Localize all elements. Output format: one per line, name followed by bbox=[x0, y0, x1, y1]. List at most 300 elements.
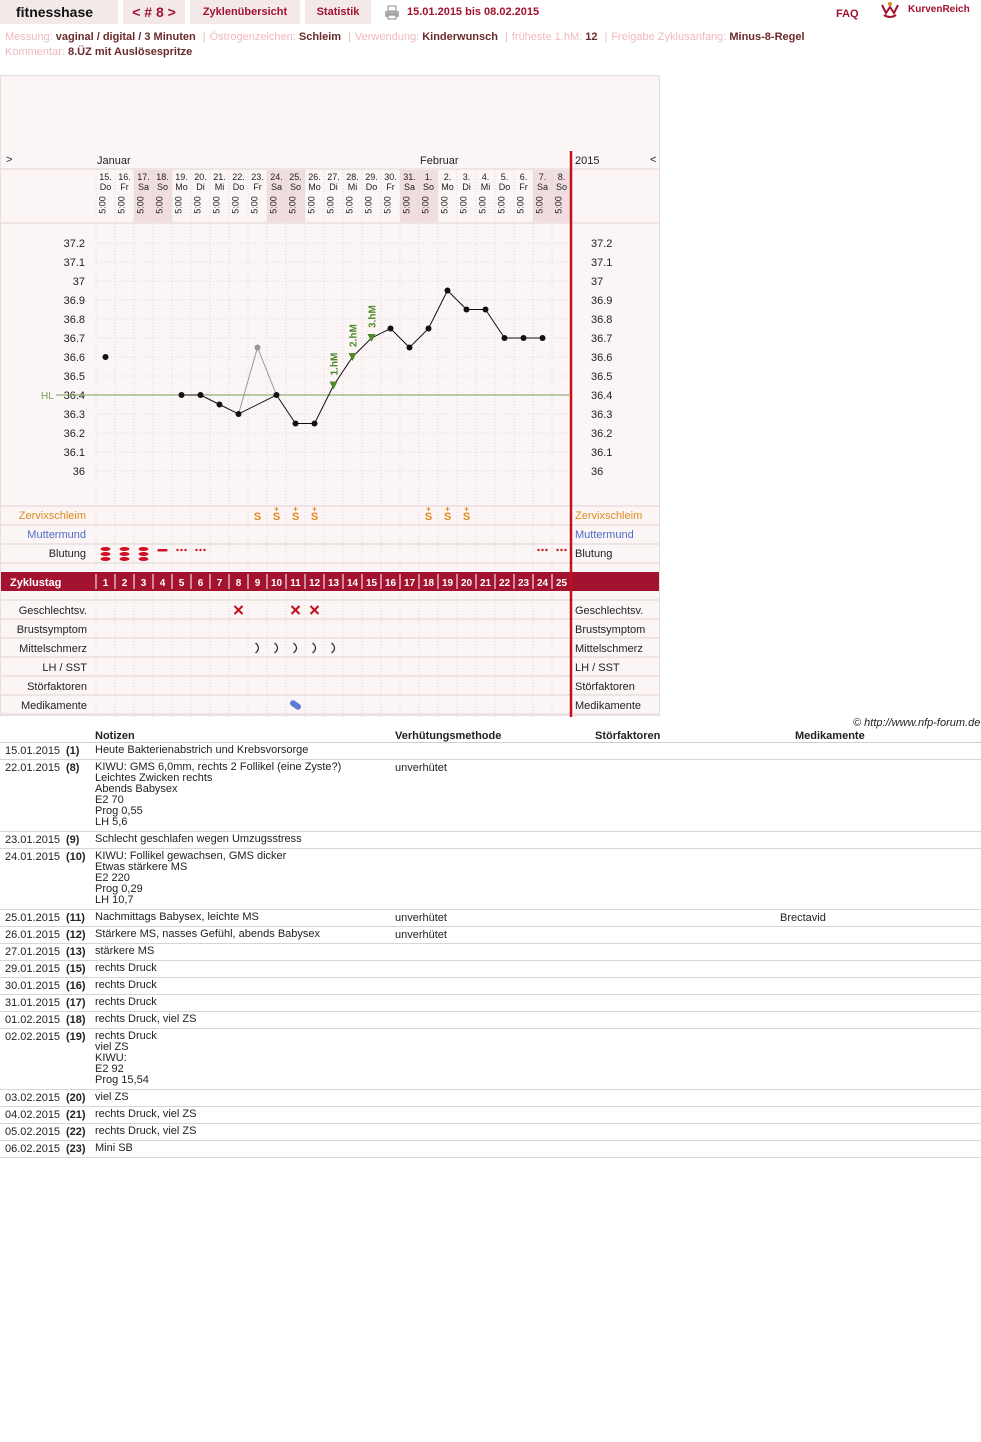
table-row bbox=[0, 910, 981, 927]
mittelschmerz-mark bbox=[332, 643, 335, 653]
cycle-day-number: 4 bbox=[159, 578, 166, 589]
cervix-mucus-mark: S bbox=[424, 511, 433, 523]
bleeding-heavy bbox=[139, 552, 149, 556]
time-label: 5:00 bbox=[496, 196, 507, 214]
bleeding-heavy bbox=[101, 552, 111, 556]
intercourse-mark bbox=[311, 606, 319, 614]
cervix-mucus-mark: S bbox=[272, 511, 281, 523]
note-text: viel ZS bbox=[95, 1091, 129, 1103]
note-cycle-day: (19) bbox=[66, 1031, 86, 1043]
cycle-day-number: 11 bbox=[290, 578, 301, 589]
temperature-point bbox=[255, 345, 261, 351]
y-tick-label-right: 36.9 bbox=[591, 295, 613, 307]
cycle-metadata bbox=[5, 30, 975, 59]
table-row bbox=[0, 927, 981, 944]
cycle-day-number: 1 bbox=[102, 578, 109, 589]
weekday-label: Di bbox=[329, 182, 338, 192]
mittelschmerz-mark bbox=[313, 643, 316, 653]
cycle-day-number: 14 bbox=[346, 578, 359, 589]
temperature-point bbox=[521, 335, 527, 341]
cycle-day-number: 24 bbox=[536, 578, 549, 589]
date-label: 20. bbox=[194, 172, 207, 182]
cycle-day-number: 21 bbox=[479, 578, 492, 589]
meta-label: Freigabe Zyklusanfang: bbox=[611, 31, 730, 43]
cycle-day-number: 7 bbox=[216, 578, 223, 589]
note-medication: Brectavid bbox=[780, 912, 826, 924]
cervix-mucus-mark: S bbox=[253, 511, 262, 523]
y-tick-label-right: 36.2 bbox=[591, 428, 613, 440]
y-tick-label: 36.3 bbox=[63, 409, 85, 421]
meta-value: vaginal / digital / 3 Minuten bbox=[55, 31, 196, 43]
meta-separator: | bbox=[504, 31, 508, 43]
weekday-label: Fr bbox=[120, 182, 129, 192]
bleeding-heavy bbox=[120, 557, 130, 561]
comment-value: 8.ÜZ mit Auslösespritze bbox=[67, 45, 193, 58]
logo-text[interactable]: KurvenReich bbox=[908, 4, 970, 15]
date-label: 2. bbox=[443, 172, 452, 182]
note-text: Mini SB bbox=[95, 1142, 133, 1154]
time-label: 5:00 bbox=[325, 196, 336, 214]
bleeding-spot bbox=[560, 549, 562, 551]
y-tick-label: 36.8 bbox=[63, 314, 85, 326]
y-tick-label-right: 36.7 bbox=[591, 333, 613, 345]
temperature-point bbox=[483, 307, 489, 313]
date-label: 31. bbox=[403, 172, 416, 182]
row-label: LH / SST bbox=[42, 662, 87, 674]
cycle-day-number: 10 bbox=[270, 578, 283, 589]
time-label: 5:00 bbox=[401, 196, 412, 214]
cycle-day-label: Zyklustag bbox=[10, 577, 62, 589]
cervix-mucus-mark: S bbox=[462, 511, 471, 523]
note-cycle-day: (16) bbox=[66, 980, 86, 992]
y-tick-label: 37 bbox=[72, 276, 85, 288]
y-tick-label: 36.6 bbox=[63, 352, 85, 364]
note-cycle-day: (8) bbox=[66, 762, 80, 774]
note-text: KIWU: Follikel gewachsen, GMS dicker Etwas stärkere MS E2 220 Prog 0,29 LH 10,7 bbox=[95, 850, 287, 906]
date-label: 23. bbox=[251, 172, 264, 182]
date-label: 22. bbox=[232, 172, 245, 182]
header-method: Verhütungsmethode bbox=[395, 730, 502, 742]
header-notes: Notizen bbox=[95, 730, 135, 742]
bleeding-spot bbox=[195, 549, 197, 551]
row-label-right: Geschlechtsv. bbox=[575, 605, 644, 617]
date-label: 4. bbox=[481, 172, 490, 182]
date-label: 27. bbox=[327, 172, 340, 182]
prev-cycle-arrow: > bbox=[6, 154, 13, 166]
date-label: 21. bbox=[213, 172, 226, 182]
cycle-day-number: 19 bbox=[441, 578, 454, 589]
temperature-point bbox=[502, 335, 508, 341]
header-factors: Störfaktoren bbox=[595, 730, 661, 742]
time-label: 5:00 bbox=[515, 196, 526, 214]
time-label: 5:00 bbox=[135, 196, 146, 214]
note-date: 05.02.2015 bbox=[5, 1126, 61, 1138]
y-tick-label-right: 36.1 bbox=[591, 447, 613, 459]
row-label: Brustsymptom bbox=[16, 624, 87, 636]
note-date: 23.01.2015 bbox=[5, 834, 61, 846]
year-label: 2015 bbox=[575, 155, 600, 167]
hl-label: HL bbox=[41, 391, 54, 402]
bleeding-spot bbox=[556, 549, 558, 551]
bleeding-heavy bbox=[101, 547, 111, 551]
date-label: 7. bbox=[538, 172, 547, 182]
time-label: 5:00 bbox=[287, 196, 298, 214]
meta-separator: | bbox=[202, 31, 206, 43]
table-row bbox=[0, 1107, 981, 1124]
faq-link[interactable]: FAQ bbox=[836, 8, 859, 20]
weekday-label: Sa bbox=[403, 182, 416, 192]
note-cycle-day: (9) bbox=[66, 834, 80, 846]
weekday-label: So bbox=[555, 182, 568, 192]
y-tick-label: 36.1 bbox=[63, 447, 85, 459]
note-cycle-day: (11) bbox=[66, 912, 85, 924]
note-date: 31.01.2015 bbox=[5, 997, 61, 1009]
temperature-point bbox=[464, 307, 470, 313]
time-label: 5:00 bbox=[116, 196, 127, 214]
weekday-label: Di bbox=[196, 182, 205, 192]
y-tick-label: 36 bbox=[72, 466, 85, 478]
y-tick-label: 36.5 bbox=[63, 371, 85, 383]
temperature-point bbox=[388, 326, 394, 332]
notes-table bbox=[0, 729, 981, 1158]
meta-separator: | bbox=[604, 31, 608, 43]
metadata-line bbox=[5, 30, 975, 45]
meta-label: Messung: bbox=[5, 31, 56, 43]
time-label: 5:00 bbox=[553, 196, 564, 214]
cervix-mucus-mark: S bbox=[310, 511, 319, 523]
note-cycle-day: (23) bbox=[66, 1143, 86, 1155]
weekday-label: Fr bbox=[386, 182, 395, 192]
row-label-right: LH / SST bbox=[575, 662, 620, 674]
row-label: Mittelschmerz bbox=[19, 643, 87, 655]
y-tick-label: 36.9 bbox=[63, 295, 85, 307]
bleeding-spot bbox=[541, 549, 543, 551]
notes-rows bbox=[0, 743, 981, 1158]
printer-icon[interactable] bbox=[384, 5, 400, 20]
temperature-chart bbox=[0, 75, 660, 716]
cervix-mucus-mark: S bbox=[443, 511, 452, 523]
table-row bbox=[0, 849, 981, 910]
note-text: rechts Druck, viel ZS bbox=[95, 1108, 197, 1120]
row-label-right: Blutung bbox=[575, 548, 613, 560]
comment-line bbox=[5, 45, 975, 60]
high-measurement-marker bbox=[349, 353, 357, 361]
weekday-label: So bbox=[289, 182, 302, 192]
weekday-label: Do bbox=[365, 182, 378, 192]
date-label: 26. bbox=[308, 172, 321, 182]
note-text: rechts Druck, viel ZS bbox=[95, 1125, 197, 1137]
mittelschmerz-mark bbox=[294, 643, 297, 653]
table-row bbox=[0, 978, 981, 995]
note-cycle-day: (18) bbox=[66, 1014, 86, 1026]
time-label: 5:00 bbox=[534, 196, 545, 214]
date-label: 16. bbox=[118, 172, 131, 182]
note-text: rechts Druck bbox=[95, 962, 157, 974]
bleeding-heavy bbox=[120, 547, 130, 551]
row-label: Muttermund bbox=[27, 529, 86, 541]
table-row bbox=[0, 995, 981, 1012]
time-label: 5:00 bbox=[230, 196, 241, 214]
y-tick-label-right: 36.8 bbox=[591, 314, 613, 326]
cycle-date-range: 15.01.2015 bis 08.02.2015 bbox=[407, 6, 540, 18]
bleeding-spot bbox=[176, 549, 178, 551]
note-cycle-day: (15) bbox=[66, 963, 86, 975]
time-label: 5:00 bbox=[420, 196, 431, 214]
date-label: 25. bbox=[289, 172, 302, 182]
time-label: 5:00 bbox=[439, 196, 450, 214]
y-tick-label: 36.4 bbox=[63, 390, 85, 402]
note-date: 25.01.2015 bbox=[5, 912, 61, 924]
weekday-label: Do bbox=[232, 182, 245, 192]
note-date: 24.01.2015 bbox=[5, 851, 61, 863]
note-method: unverhütet bbox=[395, 929, 447, 941]
row-label-right: Brustsymptom bbox=[575, 624, 646, 636]
note-date: 02.02.2015 bbox=[5, 1031, 61, 1043]
row-label-right: Muttermund bbox=[575, 529, 634, 541]
table-row bbox=[0, 1029, 981, 1090]
temperature-point bbox=[236, 411, 242, 417]
high-measurement-label: 3.hM bbox=[367, 305, 379, 328]
note-text: rechts Druck, viel ZS bbox=[95, 1013, 197, 1025]
tab-statistics[interactable]: Statistik bbox=[305, 0, 371, 24]
bleeding-heavy bbox=[120, 552, 130, 556]
cycle-day-number: 5 bbox=[178, 578, 185, 589]
cycle-day-number: 23 bbox=[517, 578, 530, 589]
date-label: 15. bbox=[99, 172, 112, 182]
weekday-label: Mi bbox=[480, 182, 491, 192]
cycle-day-number: 22 bbox=[498, 578, 511, 589]
time-label: 5:00 bbox=[154, 196, 165, 214]
weekday-label: Sa bbox=[137, 182, 150, 192]
note-date: 29.01.2015 bbox=[5, 963, 61, 975]
date-label: 18. bbox=[156, 172, 169, 182]
note-text: Schlecht geschlafen wegen Umzugsstress bbox=[95, 833, 302, 845]
temperature-point bbox=[293, 421, 299, 427]
meta-label: früheste 1.hM: bbox=[511, 31, 586, 43]
tab-cycle-overview[interactable]: Zyklenübersicht bbox=[190, 0, 300, 24]
date-label: 19. bbox=[175, 172, 188, 182]
row-label: Störfaktoren bbox=[27, 681, 87, 693]
row-label: Geschlechtsv. bbox=[18, 605, 87, 617]
date-label: 17. bbox=[137, 172, 150, 182]
note-date: 15.01.2015 bbox=[5, 745, 61, 757]
row-label-right: Störfaktoren bbox=[575, 681, 635, 693]
cycle-day-number: 9 bbox=[254, 578, 261, 589]
y-tick-label: 37.1 bbox=[63, 257, 85, 269]
note-date: 26.01.2015 bbox=[5, 929, 61, 941]
weekday-label: So bbox=[422, 182, 435, 192]
note-text: KIWU: GMS 6,0mm, rechts 2 Follikel (eine Zyste?) Leichtes Zwicken rechts Abends Babysex E2 70 Prog 0,55 LH 5,6 bbox=[95, 761, 342, 828]
header-meds: Medikamente bbox=[795, 730, 865, 742]
y-tick-label: 36.2 bbox=[63, 428, 85, 440]
note-cycle-day: (10) bbox=[66, 851, 86, 863]
bleeding-spot bbox=[537, 549, 539, 551]
notes-header-row bbox=[0, 729, 981, 743]
note-text: rechts Druck bbox=[95, 979, 157, 991]
y-tick-label-right: 36.4 bbox=[591, 390, 613, 402]
y-tick-label: 37.2 bbox=[63, 238, 85, 250]
bleeding-spot bbox=[184, 549, 186, 551]
row-label: Blutung bbox=[48, 548, 86, 560]
next-cycle-arrow: < bbox=[650, 154, 657, 166]
row-label-right: Mittelschmerz bbox=[575, 643, 643, 655]
weekday-label: Do bbox=[99, 182, 112, 192]
note-cycle-day: (21) bbox=[66, 1109, 86, 1121]
weekday-label: Mo bbox=[308, 182, 321, 192]
mittelschmerz-mark bbox=[256, 643, 259, 653]
note-method: unverhütet bbox=[395, 762, 447, 774]
note-method: unverhütet bbox=[395, 912, 447, 924]
table-row bbox=[0, 760, 981, 832]
meta-label: Verwendung: bbox=[354, 31, 423, 43]
temperature-point bbox=[540, 335, 546, 341]
time-label: 5:00 bbox=[173, 196, 184, 214]
kurvenreich-logo-icon[interactable] bbox=[880, 1, 900, 19]
bleeding-spot bbox=[545, 549, 547, 551]
cervix-mucus-mark: S bbox=[291, 511, 300, 523]
y-tick-label: 36.7 bbox=[63, 333, 85, 345]
temperature-point bbox=[312, 421, 318, 427]
date-label: 29. bbox=[365, 172, 378, 182]
weekday-label: Sa bbox=[270, 182, 283, 192]
intercourse-mark bbox=[235, 606, 243, 614]
top-navigation bbox=[0, 0, 981, 24]
y-tick-label-right: 36.3 bbox=[591, 409, 613, 421]
note-cycle-day: (20) bbox=[66, 1092, 86, 1104]
pill-icon bbox=[289, 699, 302, 711]
meta-separator: | bbox=[348, 31, 351, 43]
temperature-point bbox=[407, 345, 413, 351]
table-row bbox=[0, 944, 981, 961]
y-tick-label-right: 37.2 bbox=[591, 238, 613, 250]
weekday-label: Mo bbox=[441, 182, 454, 192]
note-date: 04.02.2015 bbox=[5, 1109, 61, 1121]
note-cycle-day: (22) bbox=[66, 1126, 86, 1138]
cycle-day-number: 25 bbox=[555, 578, 568, 589]
row-label: Zervixschleim bbox=[18, 510, 86, 522]
note-text: Nachmittags Babysex, leichte MS bbox=[95, 911, 259, 923]
date-label: 8. bbox=[557, 172, 566, 182]
meta-value: Schleim bbox=[298, 31, 342, 43]
weekday-label: Mi bbox=[347, 182, 358, 192]
bleeding-spot bbox=[203, 549, 205, 551]
table-row bbox=[0, 1141, 981, 1158]
comment-label: Kommentar: bbox=[5, 45, 65, 58]
time-label: 5:00 bbox=[344, 196, 355, 214]
note-date: 27.01.2015 bbox=[5, 946, 61, 958]
bleeding-heavy bbox=[139, 547, 149, 551]
temperature-point bbox=[217, 402, 223, 408]
intercourse-mark bbox=[292, 606, 300, 614]
bleeding-spot bbox=[564, 549, 566, 551]
bleeding-medium bbox=[158, 549, 168, 552]
y-tick-label-right: 36.6 bbox=[591, 352, 613, 364]
temperature-point bbox=[198, 392, 204, 398]
note-text: stärkere MS bbox=[95, 945, 155, 957]
cycle-day-number: 15 bbox=[365, 578, 378, 589]
bleeding-spot bbox=[180, 549, 182, 551]
note-cycle-day: (12) bbox=[66, 929, 86, 941]
time-label: 5:00 bbox=[192, 196, 203, 214]
month-label: Februar bbox=[420, 155, 459, 167]
time-label: 5:00 bbox=[382, 196, 393, 214]
date-label: 24. bbox=[270, 172, 283, 182]
cycle-navigator[interactable]: < # 8 > bbox=[123, 0, 185, 24]
chart-canvas bbox=[1, 76, 661, 717]
high-measurement-label: 2.hM bbox=[348, 324, 360, 347]
cycle-day-number: 20 bbox=[460, 578, 473, 589]
weekday-label: Do bbox=[498, 182, 511, 192]
weekday-label: Di bbox=[462, 182, 471, 192]
note-cycle-day: (13) bbox=[66, 946, 86, 958]
note-text: Heute Bakterienabstrich und Krebsvorsorge bbox=[95, 744, 309, 756]
cycle-day-number: 8 bbox=[235, 578, 242, 589]
cycle-day-number: 3 bbox=[140, 578, 147, 589]
y-tick-label-right: 37 bbox=[591, 276, 604, 288]
mittelschmerz-mark bbox=[275, 643, 278, 653]
row-label-right: Zervixschleim bbox=[575, 510, 643, 522]
temperature-point bbox=[103, 354, 109, 360]
cycle-day-number: 16 bbox=[384, 578, 397, 589]
weekday-label: Mi bbox=[214, 182, 225, 192]
note-date: 01.02.2015 bbox=[5, 1014, 61, 1026]
date-label: 1. bbox=[424, 172, 433, 182]
weekday-label: Mo bbox=[175, 182, 188, 192]
cycle-day-number: 2 bbox=[121, 578, 128, 589]
temperature-point bbox=[179, 392, 185, 398]
weekday-label: So bbox=[156, 182, 169, 192]
time-label: 5:00 bbox=[363, 196, 374, 214]
weekday-label: Fr bbox=[253, 182, 262, 192]
table-row bbox=[0, 1090, 981, 1107]
meta-value: Kinderwunsch bbox=[422, 31, 498, 43]
username: fitnesshase bbox=[0, 0, 118, 24]
y-tick-label-right: 36 bbox=[591, 466, 604, 478]
row-label: Medikamente bbox=[20, 700, 87, 712]
row-label-right: Medikamente bbox=[575, 700, 642, 712]
date-label: 5. bbox=[500, 172, 509, 182]
bleeding-spot bbox=[199, 549, 201, 551]
cycle-day-number: 17 bbox=[403, 578, 416, 589]
bleeding-heavy bbox=[139, 557, 149, 561]
date-label: 30. bbox=[384, 172, 397, 182]
y-tick-label-right: 36.5 bbox=[591, 371, 613, 383]
time-label: 5:00 bbox=[249, 196, 260, 214]
date-label: 6. bbox=[519, 172, 528, 182]
bleeding-heavy bbox=[101, 557, 111, 561]
meta-value: Minus-8-Regel bbox=[729, 31, 805, 43]
time-label: 5:00 bbox=[97, 196, 108, 214]
note-date: 22.01.2015 bbox=[5, 762, 61, 774]
cycle-day-number: 6 bbox=[197, 578, 204, 589]
note-cycle-day: (1) bbox=[66, 745, 80, 757]
note-date: 06.02.2015 bbox=[5, 1143, 61, 1155]
table-row bbox=[0, 1124, 981, 1141]
cycle-day-number: 12 bbox=[308, 578, 321, 589]
date-label: 28. bbox=[346, 172, 359, 182]
table-row bbox=[0, 961, 981, 978]
note-date: 03.02.2015 bbox=[5, 1092, 61, 1104]
meta-value: 12 bbox=[585, 31, 598, 43]
time-label: 5:00 bbox=[306, 196, 317, 214]
temperature-point bbox=[274, 392, 280, 398]
y-tick-label-right: 37.1 bbox=[591, 257, 613, 269]
high-measurement-marker bbox=[330, 382, 338, 390]
temperature-point bbox=[426, 326, 432, 332]
cycle-day-number: 18 bbox=[422, 578, 435, 589]
table-row bbox=[0, 832, 981, 849]
time-label: 5:00 bbox=[477, 196, 488, 214]
